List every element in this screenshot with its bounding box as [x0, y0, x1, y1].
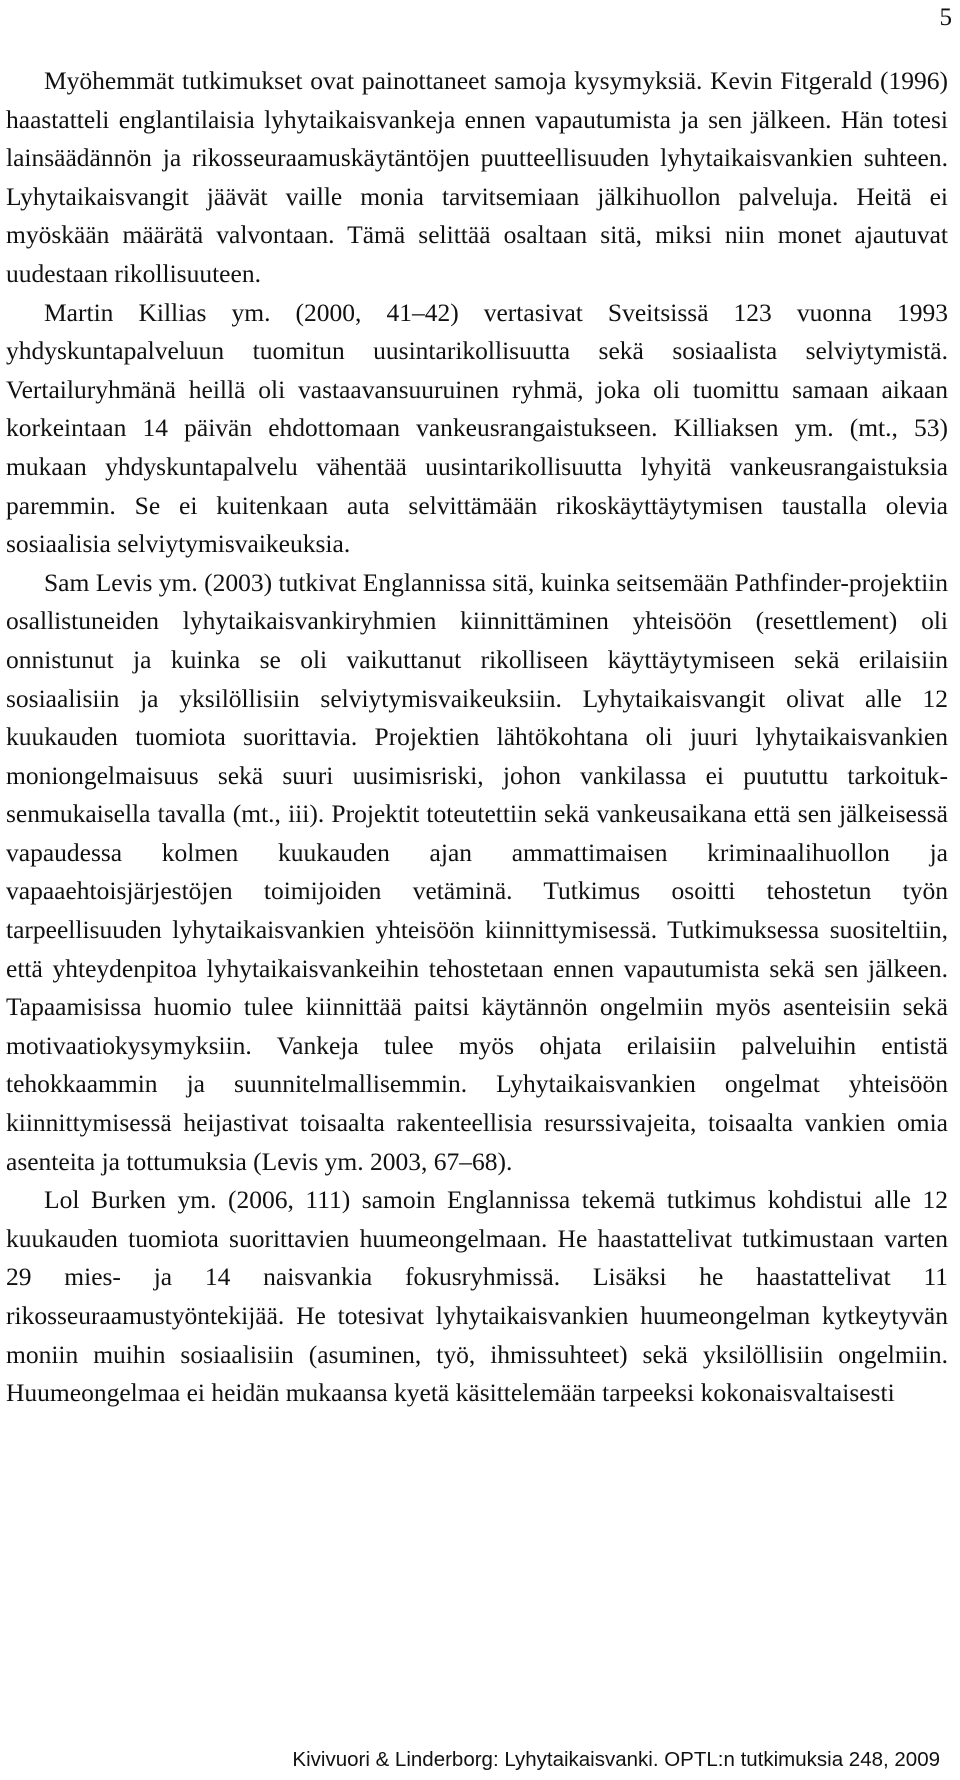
body-text — [6, 62, 948, 1413]
page-number: 5 — [939, 4, 952, 31]
footer-citation: Kivivuori & Linderborg: Lyhytaikaisvanki. OPTL:n tutkimuksia 248, 2009 — [292, 1748, 940, 1771]
paragraph-burke: Lol Burken ym. (2006, 111) samoin Englannissa tekemä tutkimus kohdistui alle 12 kuukauden tuomiota suorittavien huumeongelmaan. He haastattelivat tutkimustaan varten 29 mies- ja 14 naisvankia fokusryhmissä. Lisäksi he haastattelivat 11 rikosseuraamustyöntekijää. He totesivat lyhytaikaisvankien huumeongelman kytkeytyvän moniin muihin sosiaalisiin (asuminen, työ, ihmissuhteet) sekä yksilöllisiin ongelmiin. Huumeongelmaa ei heidän mukaansa kyetä käsittelemään tarpeeksi kokonaisvaltaisesti — [6, 1185, 948, 1408]
paragraph-levis: Sam Levis ym. (2003) tutkivat Englannissa sitä, kuinka seitsemään Pathfinder-projektiin osallistuneiden lyhytaikaisvankiryhmien kiinnittäminen yhteisöön (resettlement) oli onnistunut ja kuinka se oli vaikuttanut rikolliseen käyttäytymiseen sekä erilaisiin sosiaalisiin ja yksilöllisiin selviytymisvaikeuksiin. Lyhytaikaisvangit olivat alle 12 kuukauden tuomiota suorittavia. Projektien lähtökohtana oli juuri lyhytaikaisvankien moniongelmaisuus sekä suuri uusimisriski, johon vankilassa ei puututtu tarkoituksenmukaisella tavalla (mt., iii). Projektit toteutettiin sekä vankeusaikana että sen jälkeisessä vapaudessa kolmen kuukauden ajan ammattimaisen kriminaalihuollon ja vapaaehtoisjärjestöjen toimijoiden vetäminä. Tutkimus osoitti tehostetun työn tarpeellisuuden lyhytaikaisvankien yhteisöön kiinnittymisessä. Tutkimuksessa suositeltiin, että yhteydenpitoa lyhytaikaisvankeihin tehostetaan ennen vapautumista sekä sen jälkeen. Tapaamisissa huomio tulee kiinnittää paitsi käytännön ongelmiin myös asenteisiin sekä motivaatiokysymyksiin. Vankeja tulee myös ohjata erilaisiin palveluihin entistä tehokkaammin ja suunnitelmallisemmin. Lyhytaikaisvankien ongelmat yhteisöön kiinnittymisessä heijastivat toisaalta rakenteellisia resurssivajeita, toisaalta vankien omia asenteita ja tottumuksia (Levis ym. 2003, 67–68). — [6, 567, 948, 1176]
paragraph-killias: Martin Killias ym. (2000, 41–42) vertasivat Sveitsissä 123 vuonna 1993 yhdyskuntapalveluun tuomitun uusintarikollisuutta sekä sosiaalista selviytymistä. Vertailuryhmänä heillä oli vastaavansuuruinen ryhmä, joka oli tuomittu samaan aikaan korkeintaan 14 päivän ehdottomaan vankeusrangaistukseen. Killiaksen ym. (mt., 53) mukaan yhdyskuntapalvelu vähentää uusintarikollisuutta lyhyitä vankeusrangaistuksia paremmin. Se ei kuitenkaan auta selvittämään rikoskäyttäytymisen taustalla olevia sosiaalisia selviytymisvaikeuksia. — [6, 297, 948, 559]
paragraph-fitgerald: Myöhemmät tutkimukset ovat painottaneet samoja kysymyksiä. Kevin Fitgerald (1996) haastatteli englantilaisia lyhytaikaisvankeja ennen vapautumista ja sen jälkeen. Hän totesi lainsäädännön ja rikosseuraamuskäytäntöjen puutteellisuuden lyhytaikaisvankien suhteen. Lyhytaikaisvangit jäävät vaille monia tarvitsemiaan jälkihuollon palveluja. Heitä ei myöskään määrätä valvontaan. Tämä selittää osaltaan sitä, miksi niin monet ajautuvat uudestaan rikollisuuteen. — [6, 66, 948, 288]
